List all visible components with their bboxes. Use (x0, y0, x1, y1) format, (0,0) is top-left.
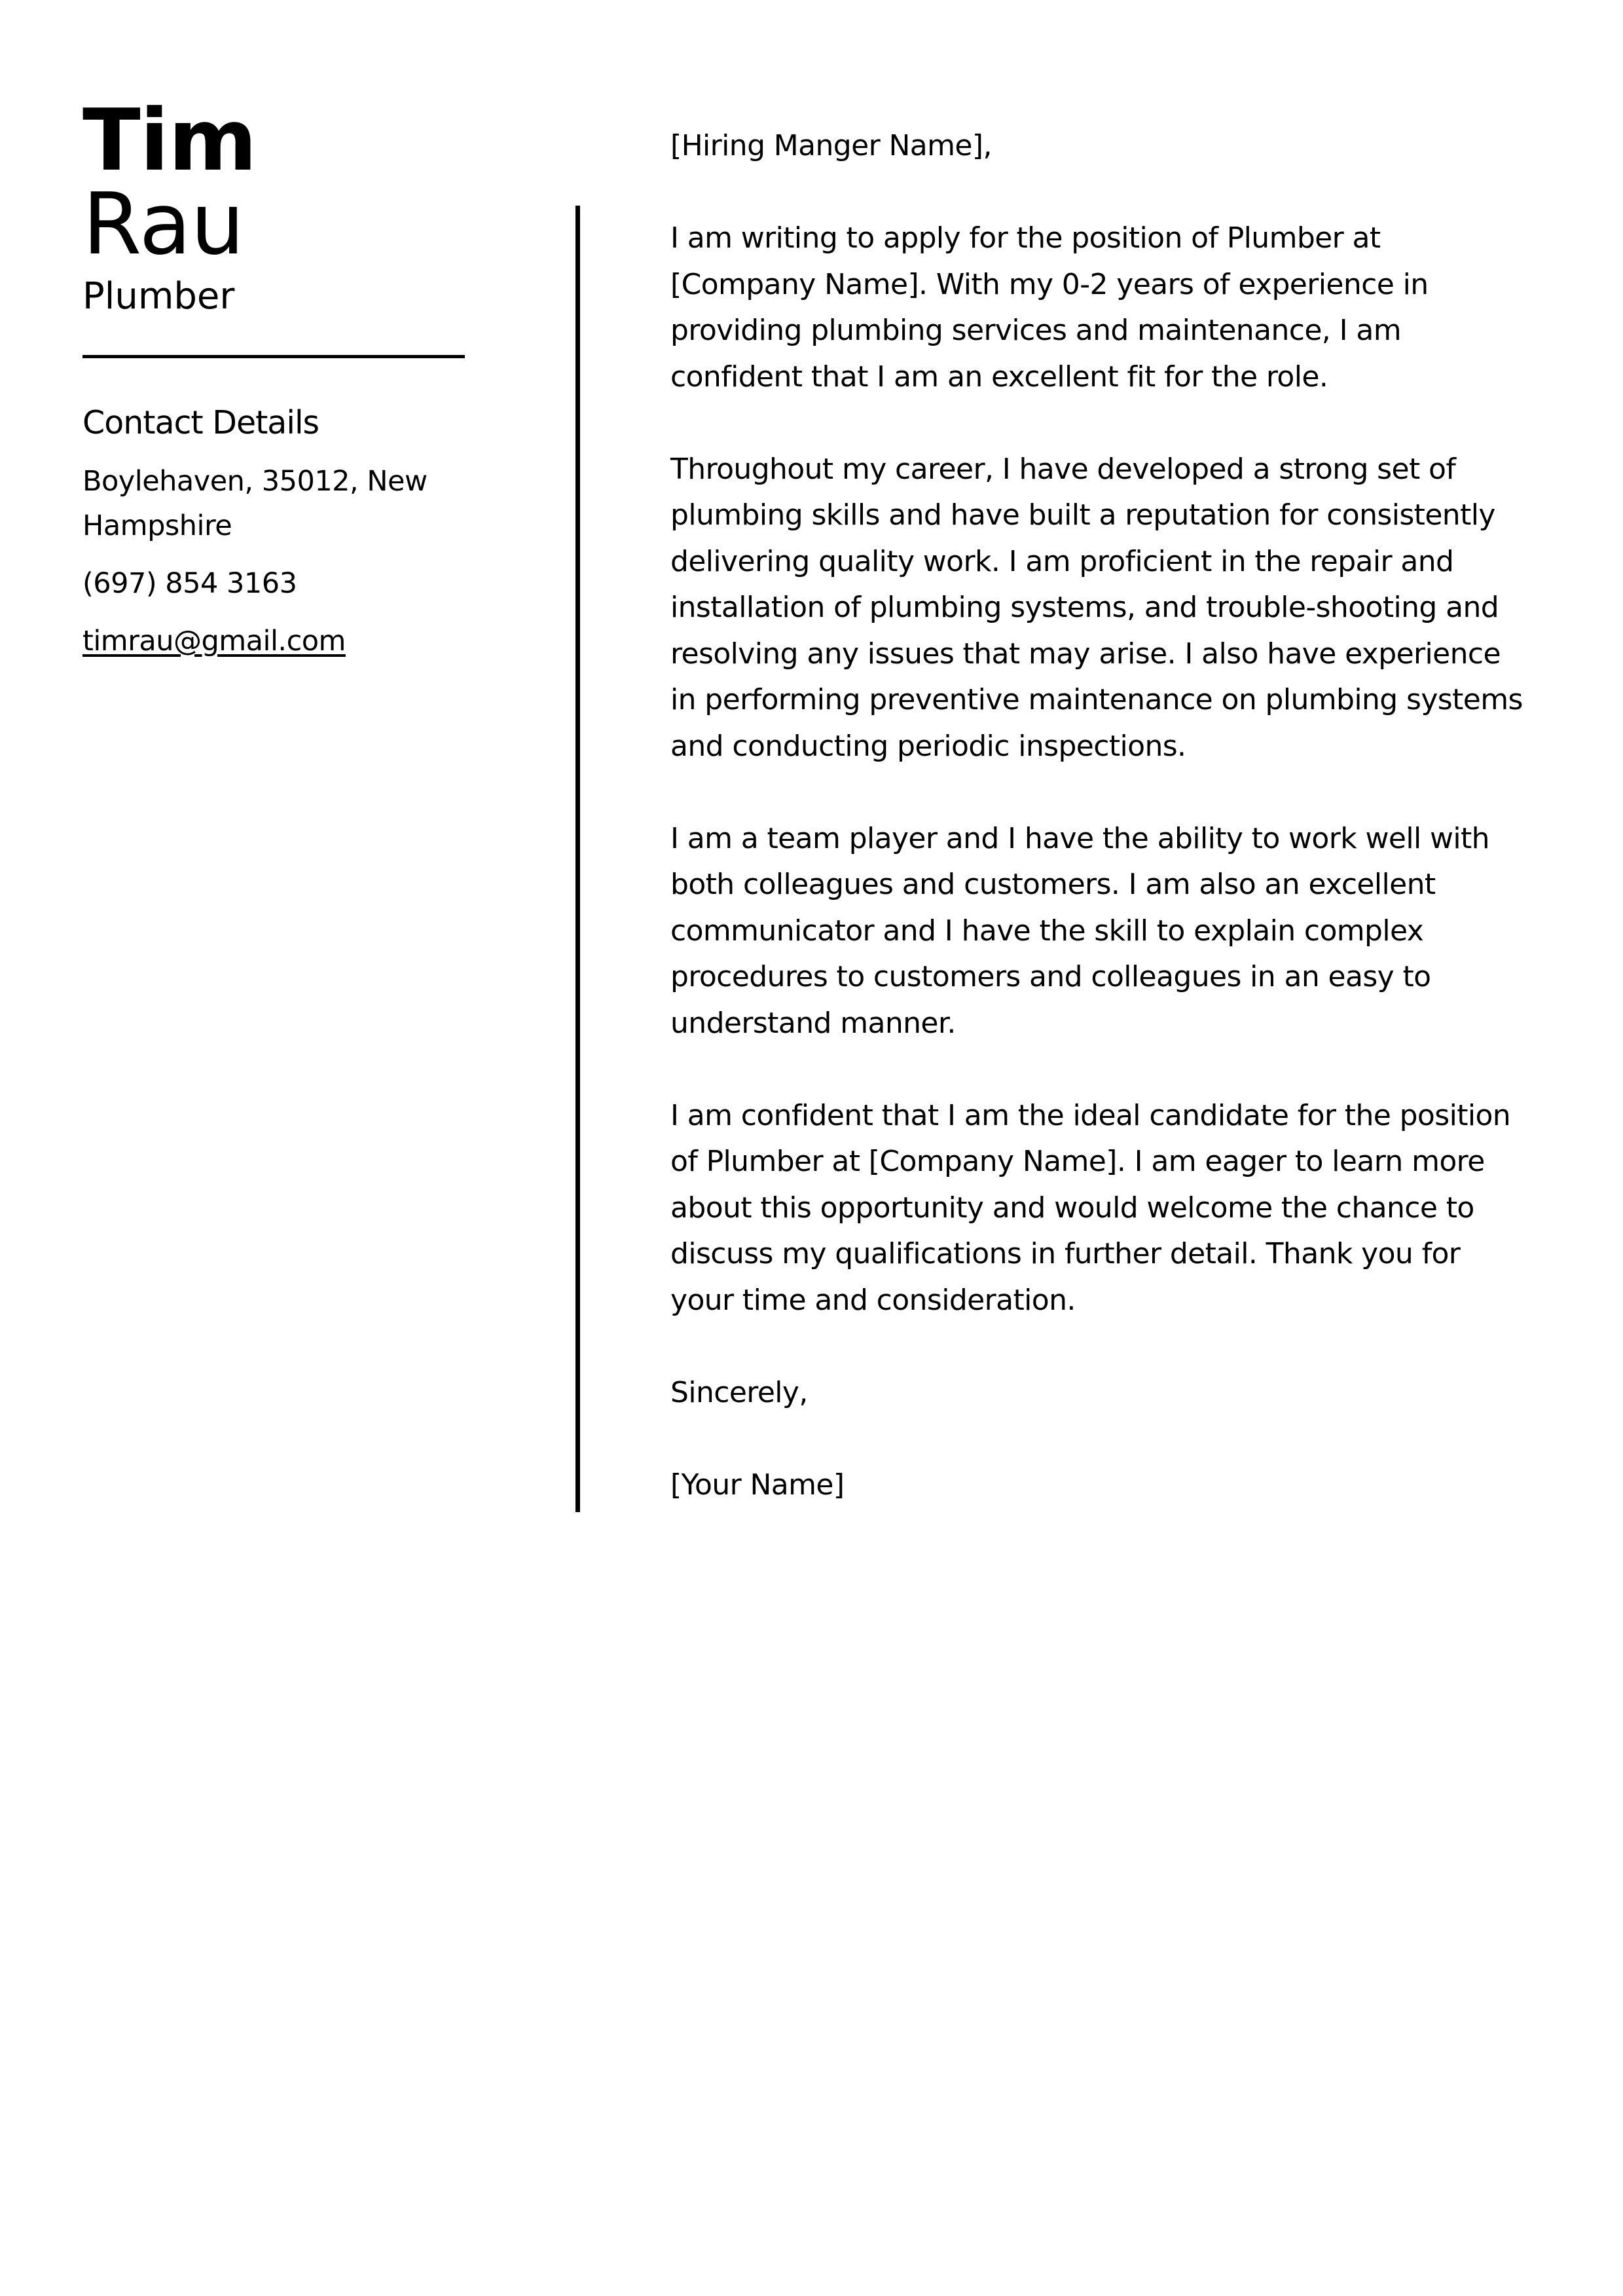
letter-paragraph: I am confident that I am the ideal candidate for the position of Plumber at [Company Name]. I am eager to learn more about this opportunity and would welcome the chance to discuss my qualifications in further detail. Thank you for your time and consideration. (670, 1098, 1511, 1317)
letter-paragraph: I am writing to apply for the position of Plumber at [Company Name]. With my 0-2 years of experience in providing plumbing services and maintenance, I am confident that I am an excellent fit for the role. (670, 221, 1429, 394)
job-title: Plumber (82, 275, 235, 318)
contact-address: Boylehaven, 35012, New Hampshire (82, 465, 428, 542)
contact-phone: (697) 854 3163 (82, 567, 297, 600)
letter-salutation: [Hiring Manger Name], (670, 129, 992, 162)
letter-paragraph: Throughout my career, I have developed a strong set of plumbing skills and have built a reputation for consistently delivering quality work. I am proficient in the repair and installation of plumbing systems, and trouble-shooting and resolving any issues that may arise. I also have experience in performing preventive maintenance on plumbing systems and conducting periodic inspections. (670, 452, 1523, 763)
letter-signature: [Your Name] (670, 1468, 845, 1502)
sidebar-divider (82, 355, 465, 358)
last-name: Rau (82, 174, 244, 274)
letter-paragraph: I am a team player and I have the ability to work well with both colleagues and customers. I am also an excellent communicator and I have the skill to explain complex procedures to customers and colleagues in an easy to understand manner. (670, 821, 1489, 1040)
first-name: Tim (82, 90, 257, 190)
letter-closing: Sincerely, (670, 1375, 808, 1409)
vertical-divider (575, 206, 580, 1512)
contact-email-link[interactable]: timrau@gmail.com (82, 625, 346, 657)
letter-body (670, 123, 1528, 1555)
sidebar (82, 90, 469, 663)
contact-details-heading: Contact Details (82, 404, 319, 441)
